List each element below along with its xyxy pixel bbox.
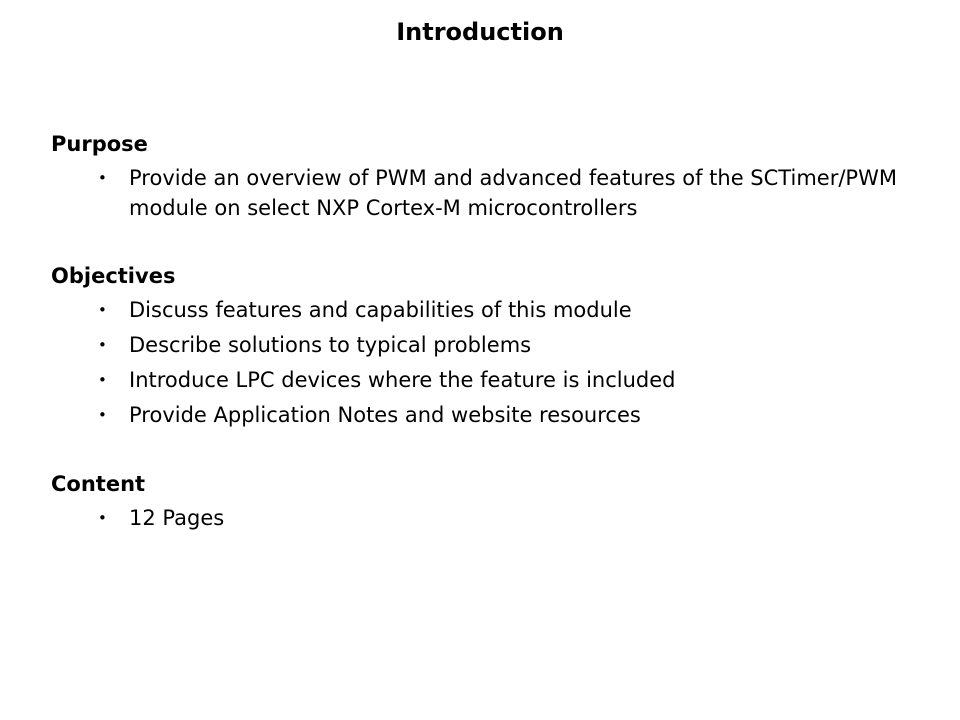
- bullet-dot-icon: •: [98, 169, 107, 187]
- section-objectives: [51, 261, 931, 435]
- section-content: [51, 469, 931, 538]
- bullet-item: [51, 503, 931, 533]
- bullet-dot-icon: •: [98, 336, 107, 354]
- section-purpose: [51, 129, 931, 228]
- bullet-text: 12 Pages: [129, 506, 225, 530]
- bullet-dot-icon: •: [98, 406, 107, 424]
- section-heading-purpose: Purpose: [51, 132, 148, 156]
- bullet-item: [51, 163, 931, 223]
- bullet-text: Discuss features and capabilities of this module: [129, 298, 632, 322]
- bullet-text: Provide an overview of PWM and advanced features of the SCTimer/PWM module on select NXP Cortex-M microcontrollers: [129, 166, 897, 220]
- section-heading-content: Content: [51, 472, 146, 496]
- bullet-dot-icon: •: [98, 509, 107, 527]
- bullet-dot-icon: •: [98, 301, 107, 319]
- bullet-text: Describe solutions to typical problems: [129, 333, 532, 357]
- slide-title: Introduction: [396, 18, 564, 46]
- bullet-list-objectives: [51, 295, 931, 430]
- bullet-list-content: [51, 503, 931, 533]
- bullet-dot-icon: •: [98, 371, 107, 389]
- bullet-item: [51, 400, 931, 430]
- section-heading-objectives: Objectives: [51, 264, 176, 288]
- bullet-text: Provide Application Notes and website resources: [129, 403, 641, 427]
- bullet-text: Introduce LPC devices where the feature is included: [129, 368, 676, 392]
- bullet-item: [51, 295, 931, 325]
- bullet-item: [51, 330, 931, 360]
- bullet-item: [51, 365, 931, 395]
- bullet-list-purpose: [51, 163, 931, 223]
